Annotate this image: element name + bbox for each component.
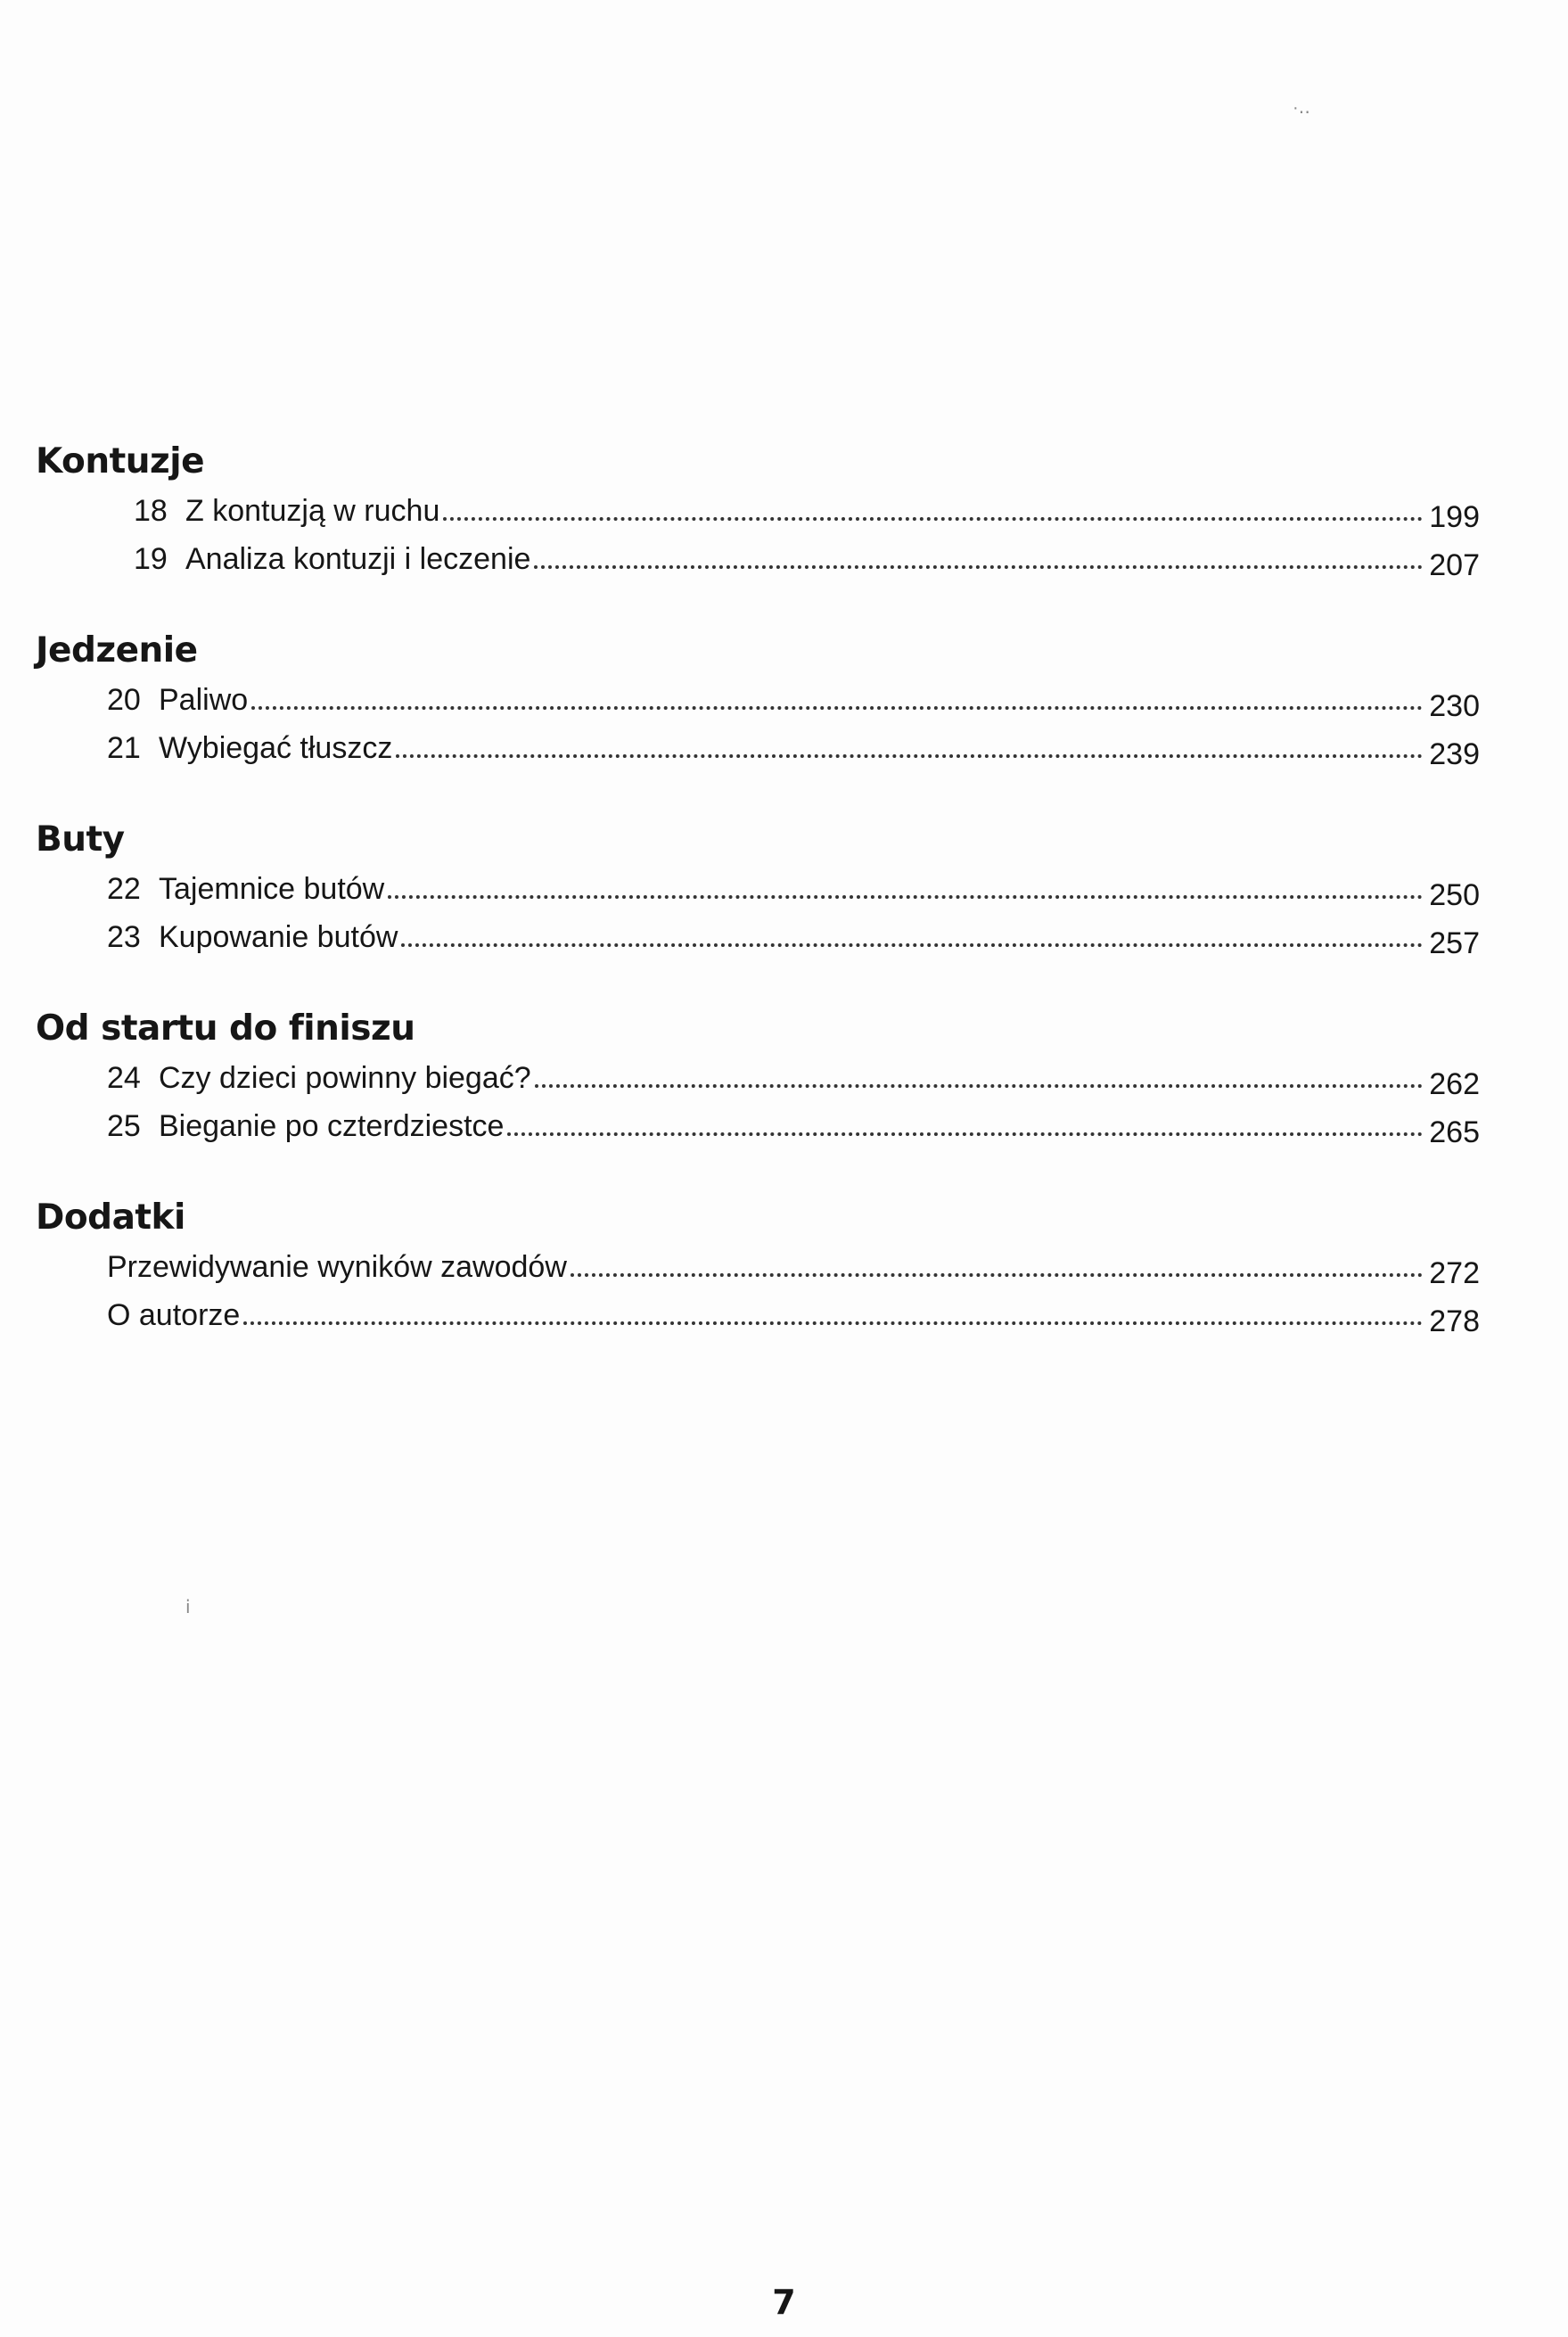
page-number: 7 xyxy=(772,2283,796,2322)
page-reference: 257 xyxy=(1429,926,1480,960)
toc-section xyxy=(36,1193,1480,1339)
dot-leader xyxy=(507,1132,1423,1136)
section-title: Jedzenie xyxy=(36,630,198,671)
chapter-title: Wybiegać tłuszcz xyxy=(159,731,393,765)
appendix-title: O autorze xyxy=(107,1298,241,1332)
toc-entry[interactable] xyxy=(36,1054,1480,1102)
toc-entry[interactable] xyxy=(36,1243,1480,1291)
chapter-title: Czy dzieci powinny biegać? xyxy=(159,1061,531,1095)
toc-entry[interactable] xyxy=(36,1291,1480,1339)
toc-entry[interactable] xyxy=(36,676,1480,724)
page-reference: 199 xyxy=(1429,500,1480,534)
chapter-number: 19 xyxy=(134,542,168,576)
chapter-title: Bieganie po czterdziestce xyxy=(159,1109,505,1143)
toc-section xyxy=(36,437,1480,583)
section-title: Buty xyxy=(36,819,125,860)
table-of-contents xyxy=(36,437,1480,1382)
page-reference: 278 xyxy=(1429,1304,1480,1338)
section-title: Kontuzje xyxy=(36,441,205,481)
dot-leader xyxy=(243,1321,1423,1325)
page-reference: 262 xyxy=(1429,1067,1480,1101)
dot-leader xyxy=(401,943,1423,947)
toc-section xyxy=(36,815,1480,961)
chapter-number: 20 xyxy=(107,683,141,717)
page-reference: 230 xyxy=(1429,689,1480,723)
chapter-number: 25 xyxy=(107,1109,141,1143)
chapter-number: 23 xyxy=(107,920,141,954)
chapter-number: 18 xyxy=(134,494,168,528)
dot-leader xyxy=(535,1084,1423,1088)
section-title: Dodatki xyxy=(36,1197,185,1238)
chapter-title: Analiza kontuzji i leczenie xyxy=(185,542,531,576)
toc-entry[interactable] xyxy=(36,1102,1480,1150)
chapter-number: 21 xyxy=(107,731,141,765)
section-title: Od startu do finiszu xyxy=(36,1008,415,1049)
appendix-title: Przewidywanie wyników zawodów xyxy=(107,1250,567,1284)
dot-leader xyxy=(534,565,1423,569)
chapter-title: Tajemnice butów xyxy=(159,872,385,906)
toc-entry[interactable] xyxy=(36,865,1480,913)
dot-leader xyxy=(388,895,1423,899)
dot-leader xyxy=(571,1273,1423,1277)
chapter-title: Z kontuzją w ruchu xyxy=(185,494,440,528)
toc-entry[interactable] xyxy=(36,913,1480,961)
dot-leader xyxy=(443,517,1423,521)
chapter-title: Paliwo xyxy=(159,683,249,717)
chapter-title: Kupowanie butów xyxy=(159,920,398,954)
toc-entry[interactable] xyxy=(36,724,1480,772)
toc-section xyxy=(36,626,1480,772)
toc-section xyxy=(36,1004,1480,1150)
scan-speck: ⅰ xyxy=(185,1598,191,1617)
scan-speck: ·‥ xyxy=(1293,98,1311,118)
toc-entry[interactable] xyxy=(36,487,1480,535)
chapter-number: 24 xyxy=(107,1061,141,1095)
page-reference: 239 xyxy=(1429,737,1480,771)
page-reference: 272 xyxy=(1429,1256,1480,1290)
chapter-number: 22 xyxy=(107,872,141,906)
page-reference: 207 xyxy=(1429,548,1480,582)
dot-leader xyxy=(396,754,1423,758)
toc-entry[interactable] xyxy=(36,535,1480,583)
page-reference: 265 xyxy=(1429,1115,1480,1149)
dot-leader xyxy=(251,706,1423,710)
page-reference: 250 xyxy=(1429,878,1480,912)
